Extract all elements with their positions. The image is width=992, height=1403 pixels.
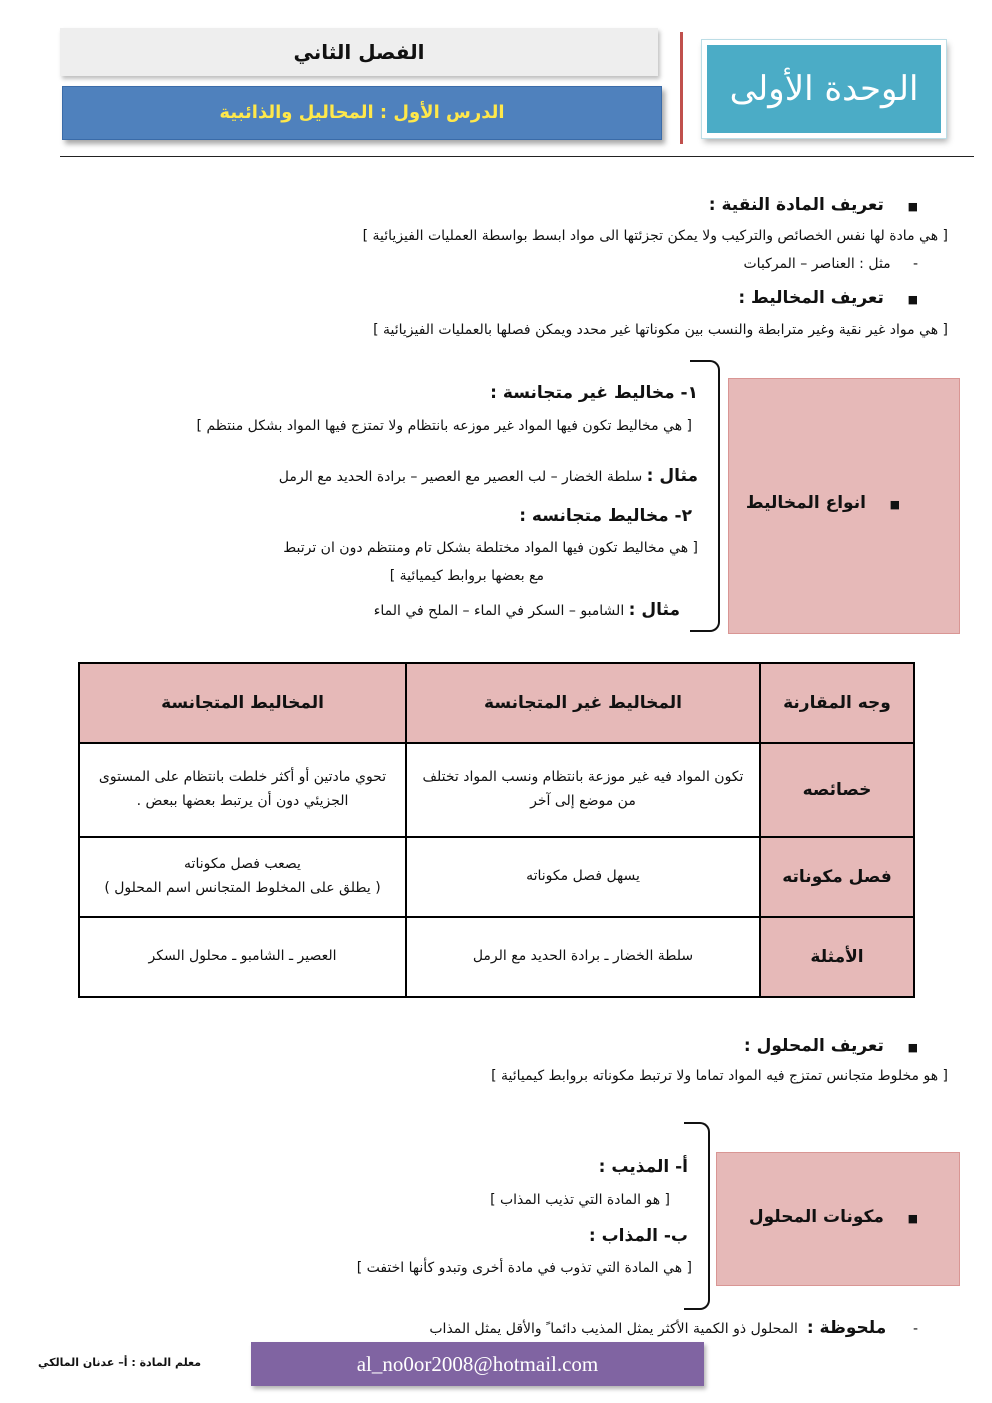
homogeneous-example <box>374 600 680 620</box>
header-cell-heterogeneous: المخاليط غير المتجانسة <box>406 663 760 743</box>
solvent-definition: [ هو المادة التي تذيب المذاب ] <box>490 1192 670 1208</box>
cell-heterogeneous-examples: سلطة الخضار ـ برادة الحديد مع الرمل <box>406 917 760 997</box>
dash-icon: - <box>912 1321 918 1337</box>
heterogeneous-title: ١- مخاليط غير متجانسة : <box>490 383 698 403</box>
teacher-credit: معلم المادة : أ– عدنان المالكي <box>38 1356 202 1369</box>
bullet-icon: ■ <box>907 293 918 306</box>
bullet-icon: ■ <box>907 1041 918 1054</box>
note <box>429 1318 918 1338</box>
bullet-icon: ■ <box>907 200 918 213</box>
cell-heterogeneous-separation: يسهل فصل مكوناته <box>406 837 760 917</box>
cell-heterogeneous-properties: تكون المواد فيه غير موزعة بانتظام ونسب المواد تختلف من موضع إلى آخر <box>406 743 760 837</box>
row-label-separation: فصل مكوناته <box>760 837 914 917</box>
table-row <box>79 917 914 997</box>
table-row <box>79 837 914 917</box>
mixture-types-label <box>746 493 900 513</box>
pure-substance-example <box>744 256 919 272</box>
note-label: ملحوظة : <box>806 1318 887 1338</box>
mixture-types-label-text: انواع المخاليط <box>745 493 866 513</box>
row-label-properties: خصائصه <box>760 743 914 837</box>
solution-title: تعريف المحلول : <box>743 1036 884 1056</box>
homogeneous-definition-line1: [ هي مخاليط تكون فيها المواد مختلطة بشكل تام ومنتظم دون ان ترتبط <box>283 540 698 556</box>
homogeneous-example-label: مثال : <box>628 600 680 620</box>
header-cell-homogeneous: المخاليط المتجانسة <box>79 663 406 743</box>
header-cell-aspect: وجه المقارنة <box>760 663 914 743</box>
homogeneous-separation-text: يصعب فصل مكوناته <box>184 856 301 873</box>
heterogeneous-example-label: مثال : <box>646 466 698 486</box>
row-label-examples: الأمثلة <box>760 917 914 997</box>
solution-components-label-text: مكونات المحلول <box>748 1207 884 1227</box>
homogeneous-title: ٢- مخاليط متجانسه : <box>519 506 692 526</box>
solvent-title: أ- المذيب : <box>598 1157 688 1177</box>
homogeneous-separation-note: ( يطلق على المخلوط المتجانس اسم المحلول ) <box>104 880 381 896</box>
heterogeneous-example <box>279 466 698 486</box>
comparison-table <box>78 662 915 998</box>
homogeneous-example-text: الشامبو – السكر في الماء – الملح في الماء <box>373 603 625 619</box>
mixtures-definition: [ هي مواد غير نقية وغير مترابطة والنسب بين مكوناتها غير محدد ويمكن فصلها بالعمليات الفيزيائية ] <box>373 322 948 338</box>
bullet-icon: ■ <box>907 1212 918 1225</box>
email-banner[interactable]: al_no0or2008@hotmail.com <box>251 1342 704 1386</box>
heterogeneous-definition: [ هي مخاليط تكون فيها المواد غير موزعه بانتظام ولا تمتزج فيها المواد بشكل منتظم ] <box>196 418 692 434</box>
solute-definition: [ هي المادة التي تذوب في مادة أخرى وتبدو كأنها اختفت ] <box>356 1260 692 1276</box>
header-rule <box>60 156 974 157</box>
unit-title: الوحدة الأولى <box>702 40 946 138</box>
heterogeneous-example-text: سلطة الخضار – لب العصير مع العصير – برادة الحديد مع الرمل <box>278 469 643 485</box>
cell-homogeneous-separation <box>79 837 406 917</box>
table-header-row <box>79 663 914 743</box>
homogeneous-definition-line2: مع بعضها بروابط كيميائية ] <box>389 568 544 584</box>
solute-title: ب- المذاب : <box>588 1226 688 1246</box>
pure-substance-example-text: مثل : العناصر – المركبات <box>743 256 891 272</box>
mixtures-heading <box>738 288 918 308</box>
pure-substance-title: تعريف المادة النقية : <box>708 195 884 215</box>
solution-heading <box>744 1036 918 1056</box>
pure-substance-heading <box>709 195 918 215</box>
bullet-icon: ■ <box>889 498 900 511</box>
pure-substance-definition: [ هي مادة لها نفس الخصائص والتركيب ولا يمكن تجزئتها الى مواد ابسط بواسطة العمليات الفيزيائية ] <box>362 228 948 244</box>
dash-icon: - <box>912 256 918 272</box>
solution-definition: [ هو مخلوط متجانس تمتزج فيه المواد تماما ولا ترتبط مكوناته بروابط كيميائية ] <box>491 1068 948 1084</box>
chapter-title: الفصل الثاني <box>60 28 658 76</box>
note-text: المحلول ذو الكمية الأكثر يمثل المذيب دائما ً والأقل يمثل المذاب <box>429 1321 798 1337</box>
solution-components-brace <box>684 1122 710 1310</box>
cell-homogeneous-examples: العصير ـ الشامبو ـ محلول السكر <box>79 917 406 997</box>
mixtures-title: تعريف المخاليط : <box>738 288 884 308</box>
lesson-title: الدرس الأول : المحاليل والذائبية <box>62 86 662 140</box>
table-row <box>79 743 914 837</box>
solution-components-label <box>749 1207 918 1227</box>
header-divider <box>680 32 683 144</box>
cell-homogeneous-properties: تحوي مادتين أو أكثر خلطت بانتظام على المستوى الجزيئي دون أن يرتبط بعضها ببعض . <box>79 743 406 837</box>
